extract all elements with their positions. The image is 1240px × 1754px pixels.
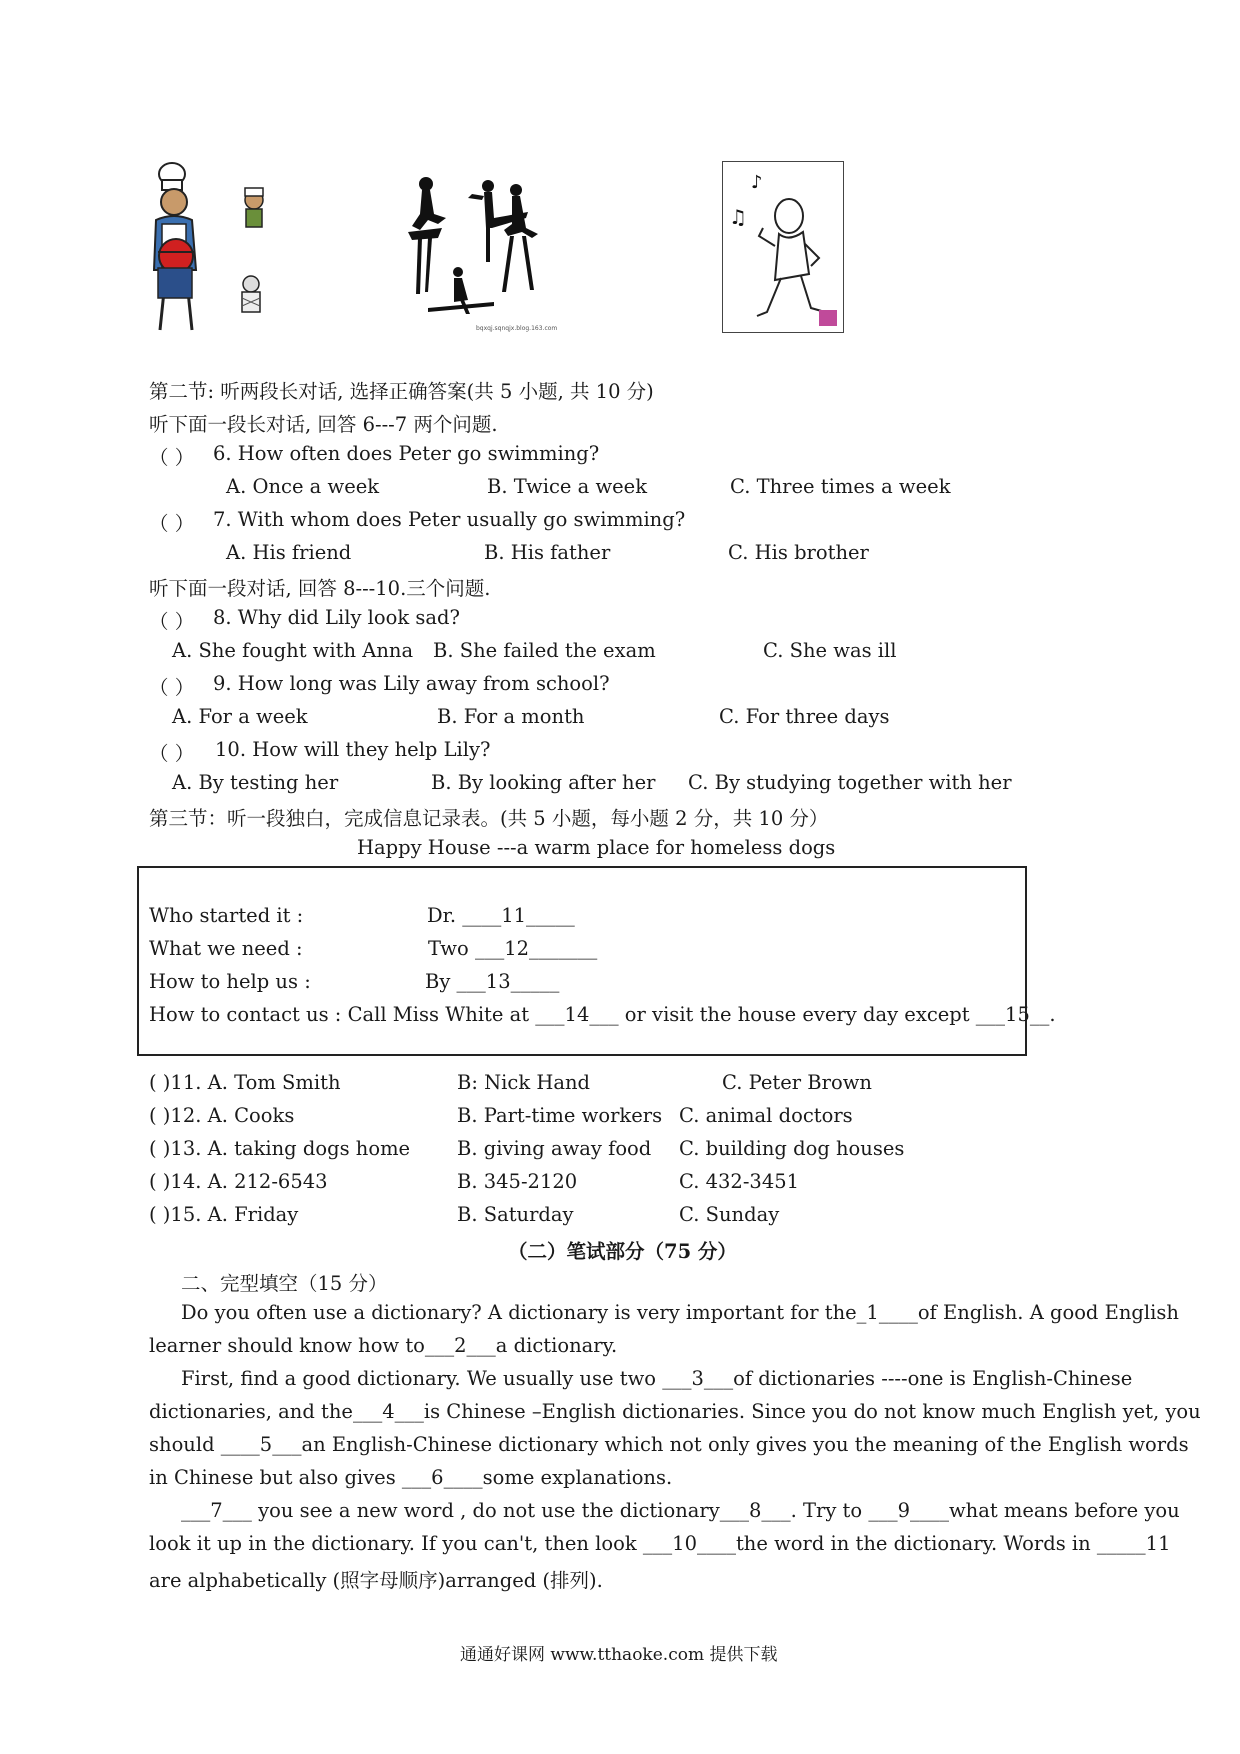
- svg-text:bqxqj.sqnqjx.blog.163.com: bqxqj.sqnqjx.blog.163.com: [476, 325, 558, 332]
- q10-option-b: B. By looking after her: [431, 771, 656, 794]
- q10-paren: （ ）: [149, 742, 195, 765]
- section2-intro1: 听下面一段长对话, 回答 6---7 两个问题.: [149, 413, 498, 436]
- cloze-p3-line2: look it up in the dictionary. If you can't, then look ___10____the word in the dictionary. Words in _____11: [149, 1532, 1171, 1555]
- cloze-p2-line4: in Chinese but also gives ___6____some explanations.: [149, 1466, 673, 1489]
- q8-text: 8. Why did Lily look sad?: [213, 606, 460, 629]
- option-15-c: C. Sunday: [679, 1203, 780, 1226]
- q6-option-a: A. Once a week: [226, 475, 380, 498]
- option-12-b: B. Part-time workers: [457, 1104, 663, 1127]
- singer-illustration-frame: [722, 161, 844, 333]
- q9-option-b: B. For a month: [437, 705, 585, 728]
- cloze-p3-line3: are alphabetically (照字母顺序)arranged (排列).: [149, 1569, 603, 1592]
- info-record-form: [137, 866, 1027, 1056]
- option-14-b: B. 345-2120: [457, 1170, 578, 1193]
- form-row4-contact: How to contact us : Call Miss White at ___14___ or visit the house every day except ___15__.: [149, 1003, 1056, 1026]
- form-row1-value: [427, 904, 575, 927]
- cloze-p3-line1: ___7___ you see a new word , do not use the dictionary___8___. Try to ___9____what means before you: [181, 1499, 1180, 1522]
- option-11-c: C. Peter Brown: [722, 1071, 872, 1094]
- footer-source: 通通好课网 www.tthaoke.com 提供下载: [460, 1645, 778, 1665]
- option-row-14: ( )14. A. 212-6543: [149, 1170, 328, 1193]
- section3-heading: 第三节：听一段独白，完成信息记录表。(共 5 小题，每小题 2 分，共 10 分）: [149, 807, 829, 830]
- option-14-c: C. 432-3451: [679, 1170, 800, 1193]
- blank-12[interactable]: ___12_______: [474, 937, 598, 960]
- option-row-15: ( )15. A. Friday: [149, 1203, 299, 1226]
- q10-option-c: C. By studying together with her: [688, 771, 1012, 794]
- form-row2-value: [428, 937, 597, 960]
- q6-option-b: B. Twice a week: [487, 475, 648, 498]
- ballet-dancers-illustration: [398, 174, 558, 332]
- q8-option-a: A. She fought with Anna: [172, 639, 414, 662]
- form-row3-label: How to help us :: [149, 970, 311, 993]
- blank-11[interactable]: ____11_____: [462, 904, 575, 927]
- q7-option-b: B. His father: [484, 541, 611, 564]
- option-15-b: B. Saturday: [457, 1203, 574, 1226]
- q7-paren: （ ）: [149, 512, 195, 535]
- svg-text:♫: ♫: [729, 205, 747, 229]
- option-11-b: B: Nick Hand: [457, 1071, 591, 1094]
- chef-grill-illustration: [146, 160, 276, 338]
- q8-option-b: B. She failed the exam: [433, 639, 656, 662]
- q7-option-a: A. His friend: [226, 541, 352, 564]
- cloze-p1-line2: learner should know how to___2___a dictionary.: [149, 1334, 618, 1357]
- q8-paren: （ ）: [149, 610, 195, 633]
- svg-text:♪: ♪: [751, 172, 763, 193]
- cloze-p2-line3: should ____5___an English-Chinese dictionary which not only gives you the meaning of the English words: [149, 1433, 1189, 1456]
- cloze-p2-line2: dictionaries, and the___4___is Chinese –English dictionaries. Since you do not know much English yet, you: [149, 1400, 1201, 1423]
- q6-option-c: C. Three times a week: [730, 475, 951, 498]
- option-12-c: C. animal doctors: [679, 1104, 853, 1127]
- singing-figure-illustration: [723, 162, 842, 331]
- q7-option-c: C. His brother: [728, 541, 869, 564]
- written-part-title: （二）笔试部分（75 分）: [508, 1240, 737, 1263]
- section2-intro2: 听下面一段对话, 回答 8---10.三个问题.: [149, 577, 491, 600]
- cloze-title: 二、完型填空（15 分）: [181, 1272, 388, 1295]
- q10-text: 10. How will they help Lily?: [215, 738, 491, 761]
- option-row-13: ( )13. A. taking dogs home: [149, 1137, 411, 1160]
- cloze-p1-line1: Do you often use a dictionary? A dictionary is very important for the_1____of English. A good English: [181, 1301, 1179, 1324]
- q10-option-a: A. By testing her: [172, 771, 339, 794]
- option-13-c: C. building dog houses: [679, 1137, 905, 1160]
- q7-text: 7. With whom does Peter usually go swimming?: [213, 508, 686, 531]
- form-row2-label: What we need :: [149, 937, 303, 960]
- option-row-11: ( )11. A. Tom Smith: [149, 1071, 341, 1094]
- q6-text: 6. How often does Peter go swimming?: [213, 442, 600, 465]
- form-row3-value: [425, 970, 559, 993]
- q9-text: 9. How long was Lily away from school?: [213, 672, 610, 695]
- blank-13[interactable]: ___13_____: [456, 970, 560, 993]
- cloze-p2-line1: First, find a good dictionary. We usually use two ___3___of dictionaries ----one is English-Chinese: [181, 1367, 1133, 1390]
- option-row-12: ( )12. A. Cooks: [149, 1104, 295, 1127]
- q8-option-c: C. She was ill: [763, 639, 897, 662]
- q9-paren: （ ）: [149, 676, 195, 699]
- section3-form-title: Happy House ---a warm place for homeless dogs: [357, 836, 836, 859]
- q9-option-c: C. For three days: [719, 705, 890, 728]
- option-13-b: B. giving away food: [457, 1137, 652, 1160]
- form-row2-prefix: Two: [428, 937, 475, 960]
- form-row3-prefix: By: [425, 970, 457, 993]
- form-row1-label: Who started it :: [149, 904, 304, 927]
- form-row1-prefix: Dr.: [427, 904, 463, 927]
- q9-option-a: A. For a week: [172, 705, 308, 728]
- q6-paren: （ ）: [149, 446, 195, 469]
- section2-heading: 第二节: 听两段长对话, 选择正确答案(共 5 小题, 共 10 分): [149, 380, 654, 403]
